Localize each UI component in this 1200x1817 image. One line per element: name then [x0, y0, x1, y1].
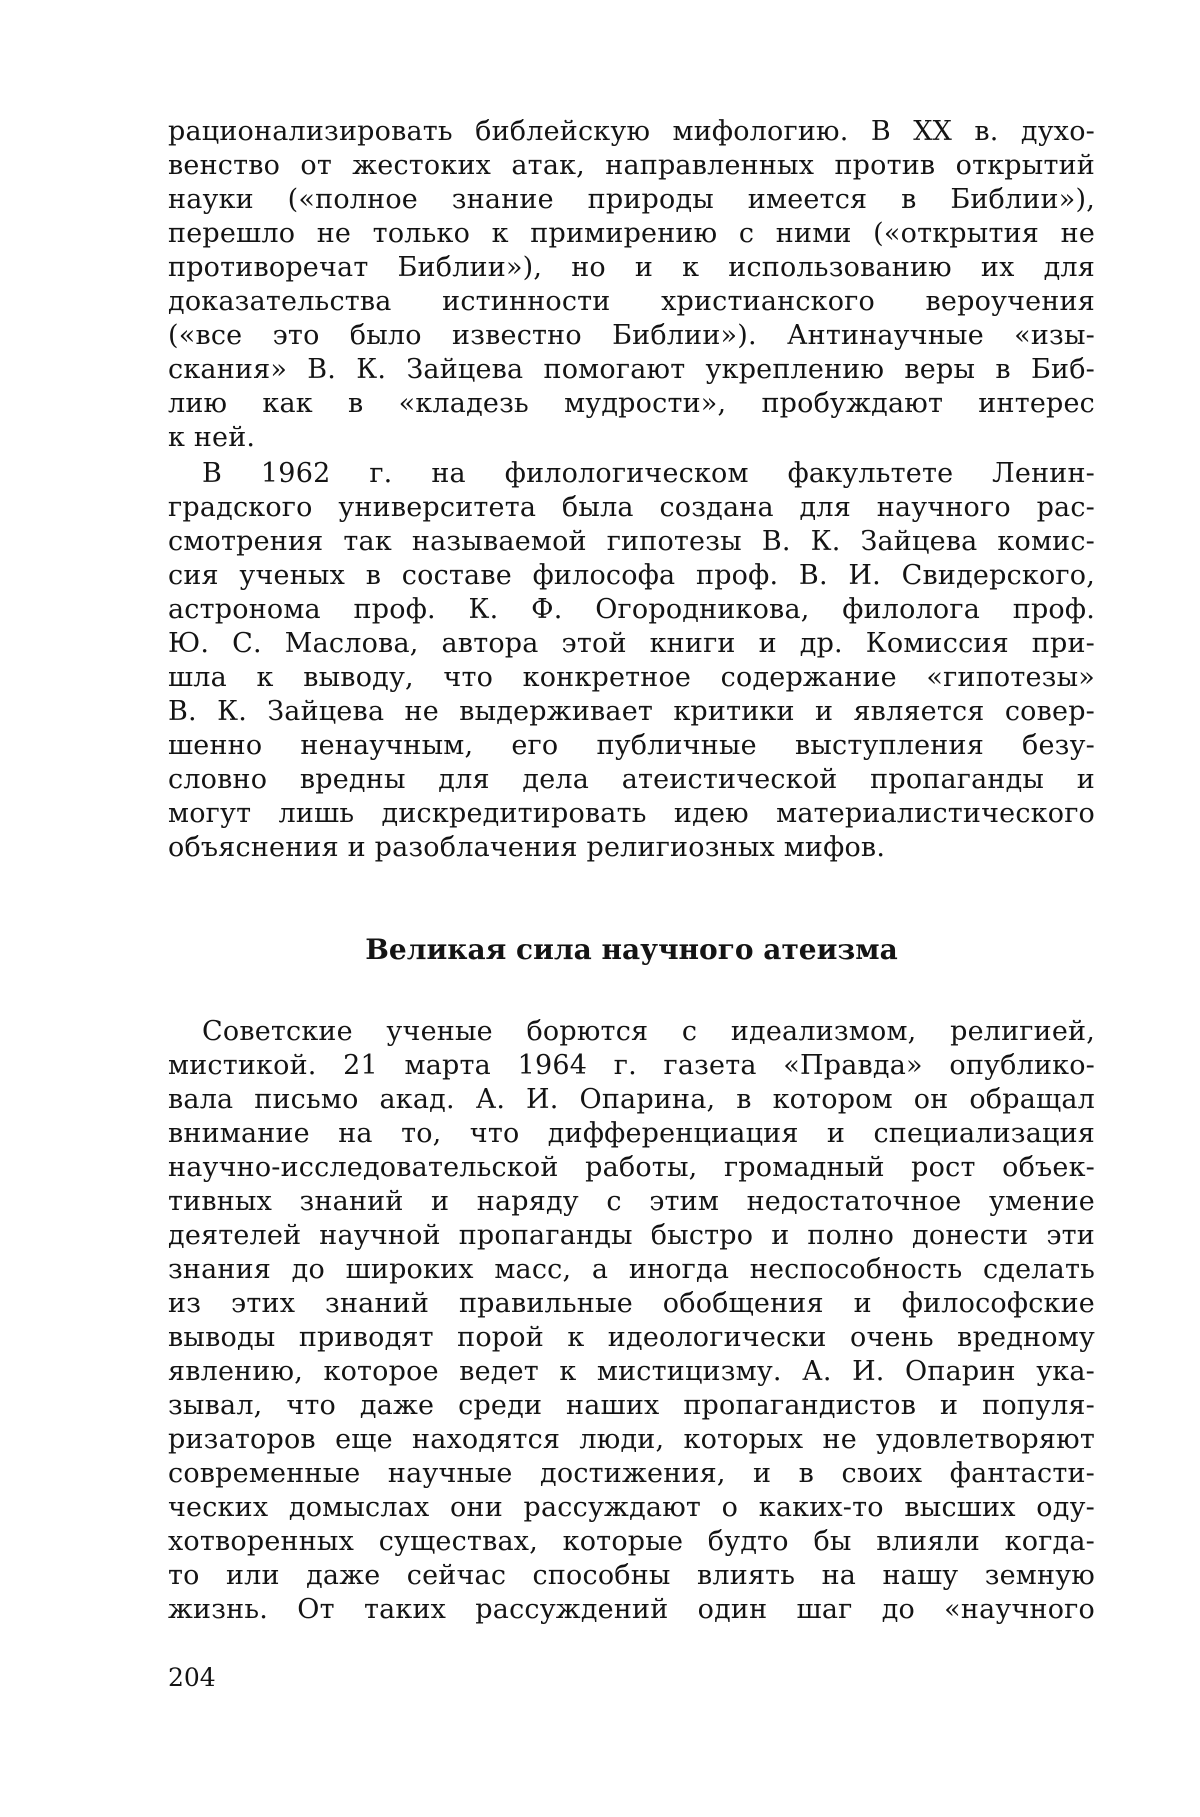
text-line: перешло не только к примирению с ними («открытия не — [168, 216, 1095, 252]
text-line: Ю. С. Маслова, автора этой книги и др. Комиссия при- — [168, 626, 1095, 662]
text-line: рационализировать библейскую мифологию. В XX в. духо- — [168, 114, 1095, 150]
text-line: астронома проф. К. Ф. Огородникова, филолога проф. — [168, 592, 1095, 628]
text-line: скания» В. К. Зайцева помогают укреплению веры в Биб- — [168, 352, 1095, 388]
text-line: («все это было известно Библии»). Антинаучные «изы- — [168, 318, 1095, 354]
text-line: Советские ученые борются с идеализмом, религией, — [202, 1014, 1095, 1050]
text-line: явлению, которое ведет к мистицизму. А. И. Опарин ука- — [168, 1354, 1095, 1390]
text-line: ризаторов еще находятся люди, которых не удовлетворяют — [168, 1422, 1095, 1458]
text-line: тивных знаний и наряду с этим недостаточное умение — [168, 1184, 1095, 1220]
text-line: В 1962 г. на филологическом факультете Ленин- — [202, 456, 1095, 492]
text-line: из этих знаний правильные обобщения и философские — [168, 1286, 1095, 1322]
text-line: могут лишь дискредитировать идею материалистического — [168, 796, 1095, 832]
page-number: 204 — [168, 1662, 216, 1694]
text-line: к ней. — [168, 420, 255, 456]
text-line: современные научные достижения, и в своих фантасти- — [168, 1456, 1095, 1492]
text-line: сия ученых в составе философа проф. В. И. Свидерского, — [168, 558, 1095, 594]
text-line: шла к выводу, что конкретное содержание «гипотезы» — [168, 660, 1095, 696]
text-line: смотрения так называемой гипотезы В. К. Зайцева комис- — [168, 524, 1095, 560]
text-line: науки («полное знание природы имеется в Библии»), — [168, 182, 1095, 218]
text-line: выводы приводят порой к идеологически очень вредному — [168, 1320, 1095, 1356]
text-line: хотворенных существах, которые будто бы влияли когда- — [168, 1524, 1095, 1560]
text-line: то или даже сейчас способны влиять на нашу земную — [168, 1558, 1095, 1594]
text-line: словно вредны для дела атеистической пропаганды и — [168, 762, 1095, 798]
text-line: зывал, что даже среди наших пропагандистов и популя- — [168, 1388, 1095, 1424]
text-line: внимание на то, что дифференциация и специализация — [168, 1116, 1095, 1152]
text-line: научно-исследовательской работы, громадный рост объек- — [168, 1150, 1095, 1186]
section-heading: Великая сила научного атеизма — [168, 932, 1095, 968]
text-line: шенно ненаучным, его публичные выступления безу- — [168, 728, 1095, 764]
text-line: знания до широких масс, а иногда неспособность сделать — [168, 1252, 1095, 1288]
text-line: вала письмо акад. А. И. Опарина, в котором он обращал — [168, 1082, 1095, 1118]
text-line: деятелей научной пропаганды быстро и полно донести эти — [168, 1218, 1095, 1254]
text-line: лию как в «кладезь мудрости», пробуждают интерес — [168, 386, 1095, 422]
text-line: мистикой. 21 марта 1964 г. газета «Правда» опублико- — [168, 1048, 1095, 1084]
text-line: доказательства истинности христианского вероучения — [168, 284, 1095, 320]
text-line: градского университета была создана для научного рас- — [168, 490, 1095, 526]
text-line: объяснения и разоблачения религиозных мифов. — [168, 830, 885, 866]
text-line: жизнь. От таких рассуждений один шаг до «научного — [168, 1592, 1095, 1628]
text-line: противоречат Библии»), но и к использованию их для — [168, 250, 1095, 286]
text-line: ческих домыслах они рассуждают о каких-то высших оду- — [168, 1490, 1095, 1526]
text-line: В. К. Зайцева не выдерживает критики и является совер- — [168, 694, 1095, 730]
text-line: венство от жестоких атак, направленных против открытий — [168, 148, 1095, 184]
